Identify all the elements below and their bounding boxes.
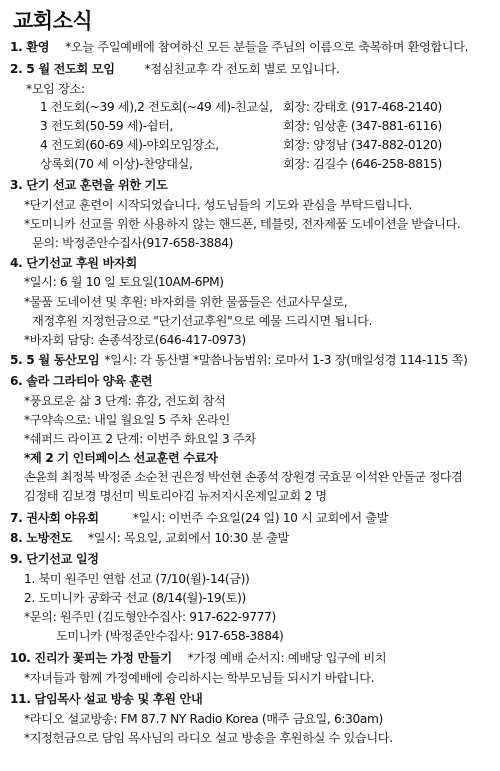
- item-2-group-4-name: 상록회(70 세 이상)-찬양대실,: [40, 157, 193, 171]
- item-6-line-2: *구약속으로: 내일 월요일 5 주차 온라인: [24, 413, 230, 427]
- item-9-line-4: 도미니카 (박정준안수집사: 917-658-3884): [56, 629, 284, 643]
- item-11-line-2: *지정헌금으로 담임 목사님의 라디오 설교 방송을 후원하실 수 있습니다.: [24, 731, 393, 745]
- item-1-heading: 1. 환영: [10, 40, 50, 54]
- item-7-heading: 7. 권사회 야유회: [10, 511, 99, 525]
- item-1-text: *오늘 주일예배에 참여하신 모든 분들을 주님의 이름으로 축복하며 환영합니다.: [65, 40, 469, 54]
- item-2-note: *점심친교후 각 전도회 별로 모입니다.: [144, 62, 340, 76]
- item-4-heading: 4. 단기선교 후원 바자회: [10, 256, 137, 270]
- item-10-heading: 10. 진리가 꽃피는 가정 만들기: [10, 651, 172, 665]
- item-2-group-1-leader: 회장: 강태호 (917-468-2140): [283, 100, 442, 114]
- item-9-line-1: 1. 북미 원주민 연합 선교 (7/10(월)-14(금)): [24, 572, 250, 586]
- item-2-group-3-leader: 회장: 양정남 (347-882-0120): [283, 138, 442, 152]
- item-2-group-3-name: 4 전도회(60-69 세)-야외모임장소,: [40, 138, 219, 152]
- item-5-inline: *일시: 각 동산별 *말씀나눔범위: 로마서 1-3 장(매일성경 114-115 쪽): [104, 353, 468, 367]
- item-8-inline: *일시: 목요일, 교회에서 10:30 분 출발: [88, 531, 290, 545]
- item-2-heading: 2. 5 월 전도회 모임: [10, 62, 115, 76]
- item-6-line-3: *쉐퍼드 라이프 2 단계: 이번주 화요일 3 주차: [24, 432, 256, 446]
- item-5-heading: 5. 5 월 동산모임: [10, 353, 100, 367]
- item-2-group-4-leader: 회장: 김길수 (646-258-8815): [283, 157, 442, 171]
- item-6-sub-heading: *제 2 기 인터페이스 선교훈련 수료자: [24, 451, 218, 465]
- item-8-heading: 8. 노방전도: [10, 531, 72, 545]
- item-9-heading: 9. 단기선교 일정: [10, 552, 99, 566]
- item-2-row: [10, 62, 339, 77]
- item-11-heading: 11. 담임목사 설교 방송 및 후원 안내: [10, 692, 203, 706]
- item-7-row: [10, 511, 388, 526]
- item-1-row: [10, 40, 468, 55]
- item-2-place-label: *모임 장소:: [26, 82, 85, 96]
- item-8-row: [10, 531, 289, 546]
- item-6-graduates-1: 손윤희 최정복 박정준 소순천 권은정 박선현 손종석 장원경 국효문 이석완 안돌군 정다겸: [24, 470, 463, 484]
- item-6-heading: 6. 솔라 그라티아 양육 훈련: [10, 374, 153, 388]
- item-3-line-2: *도미니카 선교를 위한 사용하지 않는 핸드폰, 테블릿, 전자제품 도네이션을 받습니다.: [24, 217, 461, 231]
- item-11-line-1: *라디오 설교방송: FM 87.7 NY Radio Korea (매주 금요일, 6:30am): [24, 712, 383, 726]
- item-7-inline: *일시: 이번주 수요일(24 일) 10 시 교회에서 출발: [132, 511, 389, 525]
- item-4-line-4: *바자회 담당: 손종석장로(646-417-0973): [24, 333, 246, 347]
- item-6-line-1: *풍요로운 삶 3 단계: 휴강, 전도회 참석: [24, 394, 226, 408]
- item-5-row: [10, 353, 468, 368]
- item-2-group-2-name: 3 전도회(50-59 세)-쉼터,: [40, 119, 174, 133]
- item-2-group-2-leader: 회장: 임상훈 (347-881-6116): [283, 119, 442, 133]
- item-9-line-2: 2. 도미니카 공화국 선교 (8/14(월)-19(토)): [24, 591, 246, 605]
- item-4-line-1: *일시: 6 월 10 일 토요일(10AM-6PM): [24, 275, 224, 289]
- item-6-graduates-2: 김정태 김보경 명선미 빅토리아김 뉴저지시온제일교회 2 명: [24, 489, 327, 503]
- item-3-heading: 3. 단기 선교 훈련을 위한 기도: [10, 178, 168, 192]
- item-9-line-3: *문의: 원주민 (김도형안수집사: 917-622-9777): [24, 610, 276, 624]
- item-3-line-1: *단기선교 훈련이 시작되었습니다. 성도님들의 기도와 관심을 부탁드립니다.: [24, 198, 413, 212]
- item-10-line-1: *자녀들과 함께 가정예배에 승리하시는 학부모님들 되시기 바랍니다.: [24, 671, 375, 685]
- item-10-row: [10, 651, 386, 666]
- page-title: 교회소식: [13, 9, 93, 33]
- item-4-line-3: 재정후원 지정헌금으로 "단기선교후원"으로 예물 드리시면 됩니다.: [32, 314, 373, 328]
- item-3-contact: 문의: 박정준안수집사(917-658-3884): [32, 236, 234, 250]
- item-2-group-1-name: 1 전도회(~39 세),2 전도회(~49 세)-친교실,: [40, 100, 273, 114]
- item-10-inline: *가정 예배 순서지: 예배당 입구에 비치: [187, 651, 387, 665]
- item-4-line-2: *물품 도네이션 및 후원: 바자회를 위한 물품들은 선교사무실로,: [24, 295, 348, 309]
